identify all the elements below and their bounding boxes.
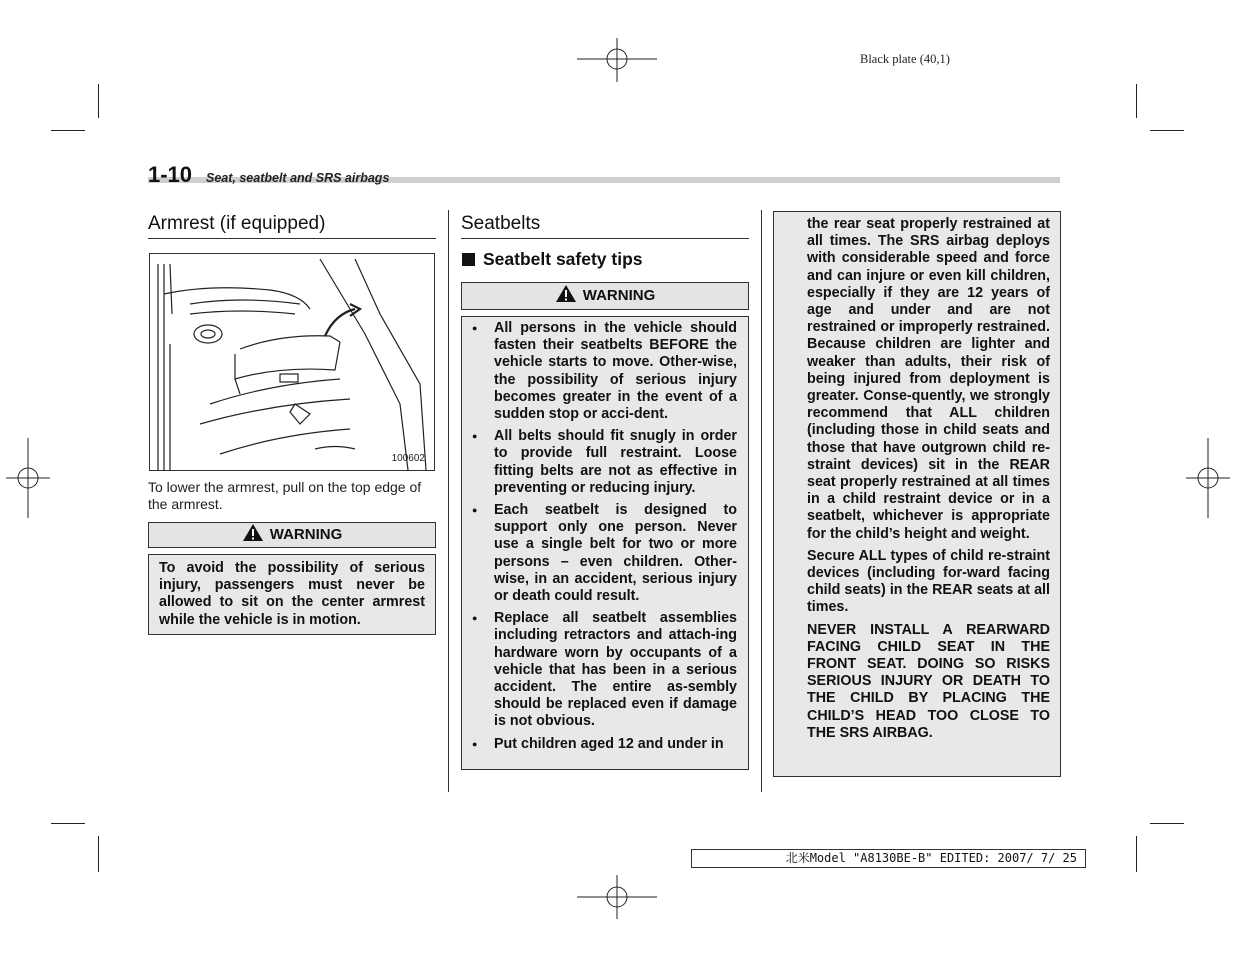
seatbelt-tips-title: Seatbelt safety tips <box>483 249 643 269</box>
registration-mark-left <box>6 438 50 518</box>
armrest-instruction: To lower the armrest, pull on the top edge of the armrest. <box>148 479 422 512</box>
seatbelts-heading: Seatbelts <box>461 213 541 234</box>
seatbelt-warning-continued-box <box>773 211 1061 777</box>
list-item: ● Replace all seatbelt assemblies including retractors and attach-ing hardware worn by occupants of a vehicle that has been in a serious accident. The entire as-sembly should be replaced even if damage is not obvious. <box>462 610 737 730</box>
armrest-warning-text: To avoid the possibility of serious injury, passengers must never be allowed to sit on the center armrest while the vehicle is in motion. <box>159 560 425 628</box>
list-item: ● Each seatbelt is designed to support only one person. Never use a single belt for two or more persons – even children. Other-wise, in an accident, serious injury or death could result. <box>462 502 737 605</box>
edit-info-footer: 北米Model "A8130BE-B" EDITED: 2007/ 7/ 25 <box>691 849 1086 868</box>
warning-paragraph: the rear seat properly restrained at all times. The SRS airbag deploys with considerable speed and force and can injure or even kill children, especially if they are 12 years of age and under and are not restrained or improperly restrained. Because children are lighter and weaker than adults, their risk of being injured from deployment is greater. Conse-quently, we strongly recommend that ALL children (including those in child seats and those that have outgrown child re-straint devices) sit in the REAR seat properly restrained at all times in a child restraint device or in a seatbelt, whichever is appropriate for the child’s height and weight. <box>807 216 1050 542</box>
warning-paragraph: NEVER INSTALL A REARWARD FACING CHILD SEAT IN THE FRONT SEAT. DOING SO RISKS SERIOUS INJURY OR DEATH TO THE CHILD BY PLACING THE CHILD’S HEAD TOO CLOSE TO THE SRS AIRBAG. <box>807 621 1050 741</box>
warning-icon <box>555 284 577 303</box>
registration-mark-top <box>577 38 657 82</box>
list-item: ● All persons in the vehicle should fasten their seatbelts BEFORE the vehicle starts to move. Other-wise, the possibility of serious injury becomes greater in the event of a sudden stop or acci-dent. <box>462 320 737 423</box>
armrest-heading-rule <box>148 238 436 239</box>
page-number: 1-10 <box>148 162 193 187</box>
warning-icon <box>242 523 264 542</box>
list-item: ● All belts should fit snugly in order to provide full restraint. Loose fitting belts are not as effective in preventing or reducing injury. <box>462 428 737 497</box>
column-separator-2 <box>761 210 762 792</box>
seatbelts-heading-rule <box>461 238 749 239</box>
seatbelt-warning-box <box>461 316 749 770</box>
seatbelt-warning-label: WARNING <box>582 287 656 304</box>
armrest-warning-box <box>148 554 436 635</box>
section-title: Seat, seatbelt and SRS airbags <box>206 171 390 185</box>
seatbelt-tips-heading <box>462 249 643 270</box>
seatbelt-tips-list <box>462 320 737 753</box>
registration-mark-right <box>1186 438 1230 518</box>
square-bullet-icon <box>462 253 475 266</box>
plate-label: Black plate (40,1) <box>860 52 950 66</box>
warning-paragraph: Secure ALL types of child re-straint devices (including for-ward facing child seats) in the REAR seats at all times. <box>807 547 1050 616</box>
column-separator-1 <box>448 210 449 792</box>
seatbelt-warning-header <box>461 282 749 310</box>
list-item: ● Put children aged 12 and under in <box>462 736 737 753</box>
armrest-heading: Armrest (if equipped) <box>148 213 326 234</box>
registration-mark-bottom <box>577 875 657 919</box>
armrest-warning-header <box>148 522 436 548</box>
armrest-figure <box>149 253 435 471</box>
armrest-illustration <box>150 254 434 470</box>
figure-id: 100602 <box>391 453 425 464</box>
armrest-warning-label: WARNING <box>269 526 343 543</box>
